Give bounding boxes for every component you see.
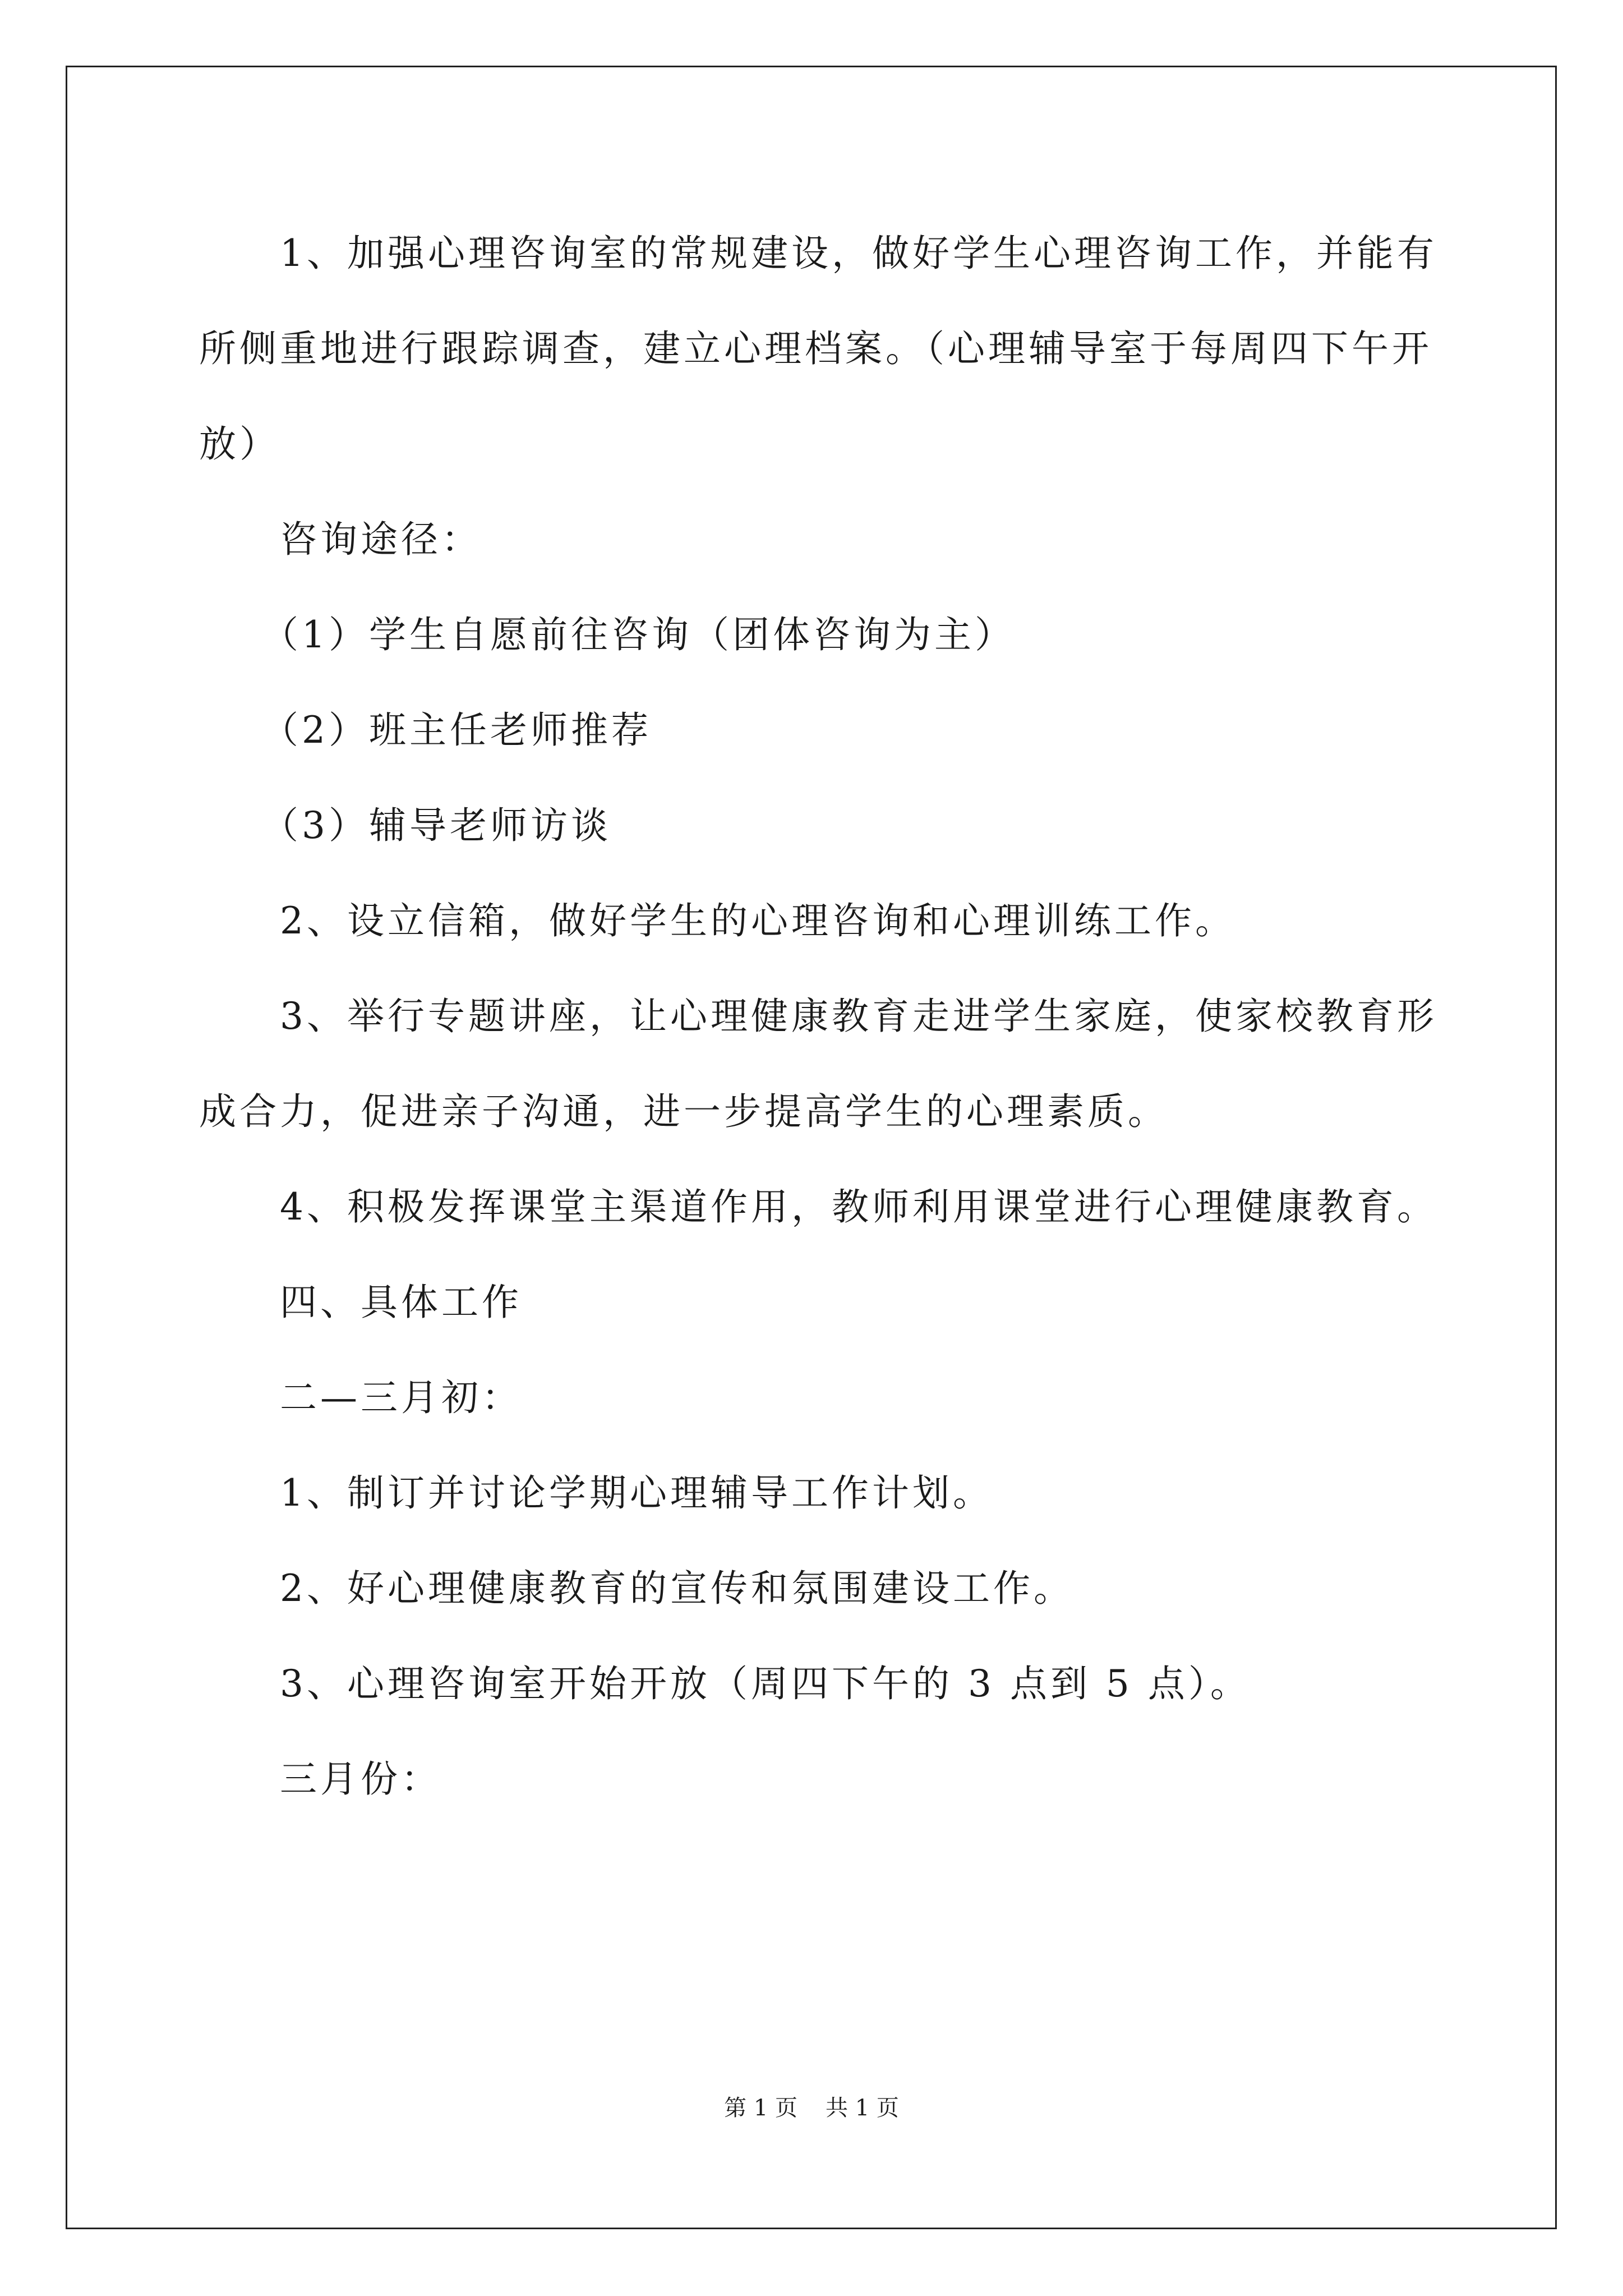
paragraph-line: 3、心理咨询室开始开放（周四下午的 3 点到 5 点）。 [199, 1662, 1251, 1705]
paragraph-line: 所侧重地进行跟踪调查，建立心理档案。（心理辅导室于每周四下午开 [199, 327, 1432, 370]
paragraph-line: 放） [199, 422, 280, 466]
paragraph-line: 2、好心理健康教育的宣传和氛围建设工作。 [199, 1567, 1074, 1610]
paragraph-line: 1、制订并讨论学期心理辅导工作计划。 [199, 1471, 993, 1515]
paragraph-line: 咨询途径： [199, 518, 482, 561]
paragraph-line: 成合力，促进亲子沟通，进一步提高学生的心理素质。 [199, 1090, 1168, 1133]
page-total: 共 1 页 [826, 2095, 899, 2121]
paragraph-line: （2）班主任老师推荐 [199, 708, 652, 752]
paragraph-line: 3、举行专题讲座，让心理健康教育走进学生家庭，使家校教育形 [199, 995, 1437, 1038]
paragraph-line: 三月份： [199, 1757, 441, 1801]
page-number: 第 1 页 [724, 2095, 797, 2121]
paragraph-line: （3）辅导老师访谈 [199, 804, 611, 847]
paragraph-line: 2、设立信箱，做好学生的心理咨询和心理训练工作。 [199, 899, 1235, 942]
paragraph-line: （1）学生自愿前往咨询（团体咨询为主） [199, 613, 1015, 656]
paragraph-line: 1、加强心理咨询室的常规建设，做好学生心理咨询工作，并能有 [199, 232, 1437, 275]
page-footer [0, 2091, 1623, 2125]
paragraph-line: 4、积极发挥课堂主渠道作用，教师利用课堂进行心理健康教育。 [199, 1185, 1437, 1228]
paragraph-line: 四、具体工作 [199, 1281, 522, 1324]
paragraph-line: 二—三月初： [199, 1376, 522, 1419]
